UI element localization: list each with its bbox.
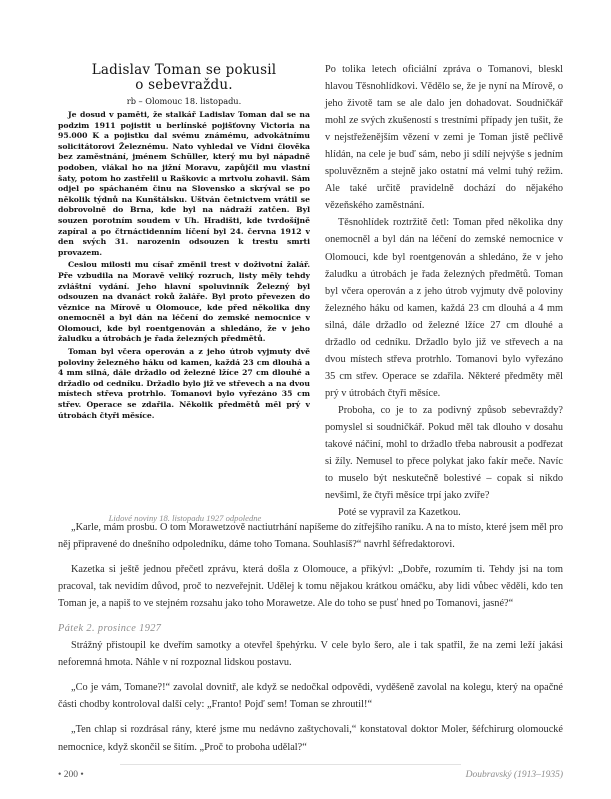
paragraph: Proboha, co je to za podivný způsob sebevraždy? pomyslel si soudničkář. Pokud měl tak dlouho v dosahu takové náčiní, mohl to držadlo třeba nabrousit a podřezat si žíly. Nemusel to přece polykat jako fakír meče. Navíc to muselo být neskutečně bolestivé – copak si nikdo nevšiml, že čtyři měsíce trpí jako zvíře? bbox=[325, 404, 563, 502]
running-title: Doubravský (1913–1935) bbox=[465, 770, 563, 780]
clipping-body bbox=[58, 110, 310, 421]
clipping-headline bbox=[58, 63, 310, 93]
newspaper-clipping bbox=[58, 55, 310, 510]
clipping-paragraph-3: Toman byl včera operován a z jeho útrob vyjmuty dvě poloviny železného háku od kamen, každá 23 cm dlouhá a 4 mm silná, dále držadlo od železné lžíce 27 cm dlouhé a držadlo od cedníku. Držadlo bylo již ve střevech a na dvou místech střeva protrhlo. Tomanovi bylo vyřezáno 35 cm střev. Operace se zdařila. Několik předmětů měl prý v útrobách čtyři měsíce. bbox=[58, 347, 310, 420]
paragraph: Těsnohlídek roztržitě četl: Toman před několika dny onemocněl a byl dán na léčení do zemské nemocnice v Olomouci, kde byl roentgenován a shledáno, že v jeho žaludku a útrobách je řada železných předmětů. Toman byl včera operován a z jeho útrob vyjmuty dvě poloviny železného háku od kamen, každá 23 cm dlouhá a 4 mm silná, dále držadlo od železné lžíce 27 cm dlouhé a držadlo od cedníku. Držadlo bylo již ve střevech a na dvou místech střeva protrhlo. Tomanovi bylo vyřezáno 35 cm střev. Operace se zdařila. Některé předměty měl prý v útrobách čtyři měsíce. bbox=[325, 217, 563, 399]
clipping-headline-line-1: Ladislav Toman se pokusil bbox=[91, 62, 277, 78]
clipping-caption: Lidové noviny 18. listopadu 1927 odpoledne bbox=[108, 513, 262, 523]
page-number: • 200 • bbox=[58, 770, 84, 780]
chapter-heading: Pátek 2. prosince 1927 bbox=[58, 623, 162, 635]
clipping-paragraph-2: Ceslou milosti mu císař změnil trest v doživotní žalář. Pře vzbudila na Moravě veliký rozruch, listy měly tehdy zvláštní vydání. Jeho hlavní spoluvinník Železný byl odsouzen na dvanáct roků žaláře. Byl proto převezen do věznice na Mírově u Olomouce, kde před několika dny onemocněl a byl dán na léčení do zemské nemocnice v Olomouci, kde byl roentgenován a shledáno, že v jeho žaludku a útrobách je řada železných předmětů. bbox=[58, 260, 310, 344]
paragraph: „Ten chlap si rozdrásal rány, které jsme mu nedávno zaštychovali,“ konstatoval doktor Moler, šéfchirurg olomoucké nemocnice, když skončil se šitím. „Proč to proboha udělal?“ bbox=[58, 724, 563, 753]
paragraph: Poté se vypravil za Kazetkou. bbox=[338, 507, 461, 519]
clipping-headline-line-2: o sebevraždu. bbox=[135, 77, 233, 93]
paragraph: „Karle, mám prosbu. O tom Morawetzově nactiutrhání napíšeme do zítřejšího raníku. A na to místo, které jsem měl pro něj připravené do dnešního odpoledníku, dáme toho Tomana. Souhlasíš?“ navrhl šéfredaktorovi. bbox=[58, 522, 563, 551]
right-column-text bbox=[325, 61, 563, 521]
footer-divider bbox=[120, 764, 461, 765]
clipping-paragraph-1: Je dosud v paměti, že stalkář Ladislav Toman dal se na podzim 1911 pojistit u berlínské pojišťovny Victoria na 95.000 K a pojistku dal svému známému, advokátnímu solicitátorovi Železnému. Nato vyhledal ve Vídni člověka bez zaměstnání, jménem Schüller, který mu byl nápadně podoben, vlákal ho na jižní Moravu, zapůjčil mu vlastní šaty, potom ho zastřelil u Raškovic a mrtvolu zohavil. Sám odjel po spáchaném činu na Slovensko a skrýval se po několik týdnů na Kunštálsku. Uštván četnictvem vrátil se dobrovolně do Brna, kde byl na nádraží zatčen. Byl souzen porotním soudem v Uh. Hradišti, kde tvrdošíjně zapíral a po čtrnáctidenním líčení byl 24. června 1912 v den svých 31. narozenin odsouzen k trestu smrti provazem. bbox=[58, 110, 310, 257]
paragraph: Strážný přistoupil ke dveřím samotky a otevřel špehýrku. V cele bylo šero, ale i tak spatřil, že na zemi leží jakási neforemná hmota. Náhle v ní rozpoznal lidskou postavu. bbox=[58, 640, 563, 669]
paragraph: Po tolika letech oficiální zpráva o Tomanovi, bleskl hlavou Těsnohlídkovi. Vědělo se, že je nyní na Mírově, o jeho životě tam se ale dalo jen dohadovat. Soudničkář mohl ze svých zkušeností s trestními případy jen tušit, že v nejstřeženějším vězení v zemi je Toman jistě pečlivě hlídán, na cele je buď sám, nebo ji sdílí nejvýše s jedním spoluvězněm a stejně jako ostatní má velmi tuhý režim. Ale také určitě pravidelně dochází do nějakého vězeňského zaměstnání. bbox=[325, 64, 563, 212]
paragraph: Kazetka si ještě jednou přečetl zprávu, která došla z Olomouce, a přikývl: „Dobře, rozumím ti. Tehdy jsi na tom pracoval, tak nevidím důvod, proč to nezveřejnit. Udělej k tomu nějakou krátkou omáčku, aby lidi vůbec věděli, kdo ten Toman je, a napiš to ve stejném rozsahu jako toho Morawetze. Ale do toho se pusť hned po Tomanovi, jasné?“ bbox=[58, 564, 563, 610]
paragraph: „Co je vám, Tomane?!“ zavolal dovnitř, ale když se nedočkal odpovědi, vyděšeně zavolal na kolegu, který na opačné části chodby kontroloval další cely: „Franto! Pojď sem! Toman se zhroutil!“ bbox=[58, 682, 563, 711]
clipping-dateline: rb – Olomouc 18. listopadu. bbox=[126, 96, 242, 106]
full-width-text bbox=[58, 519, 563, 756]
